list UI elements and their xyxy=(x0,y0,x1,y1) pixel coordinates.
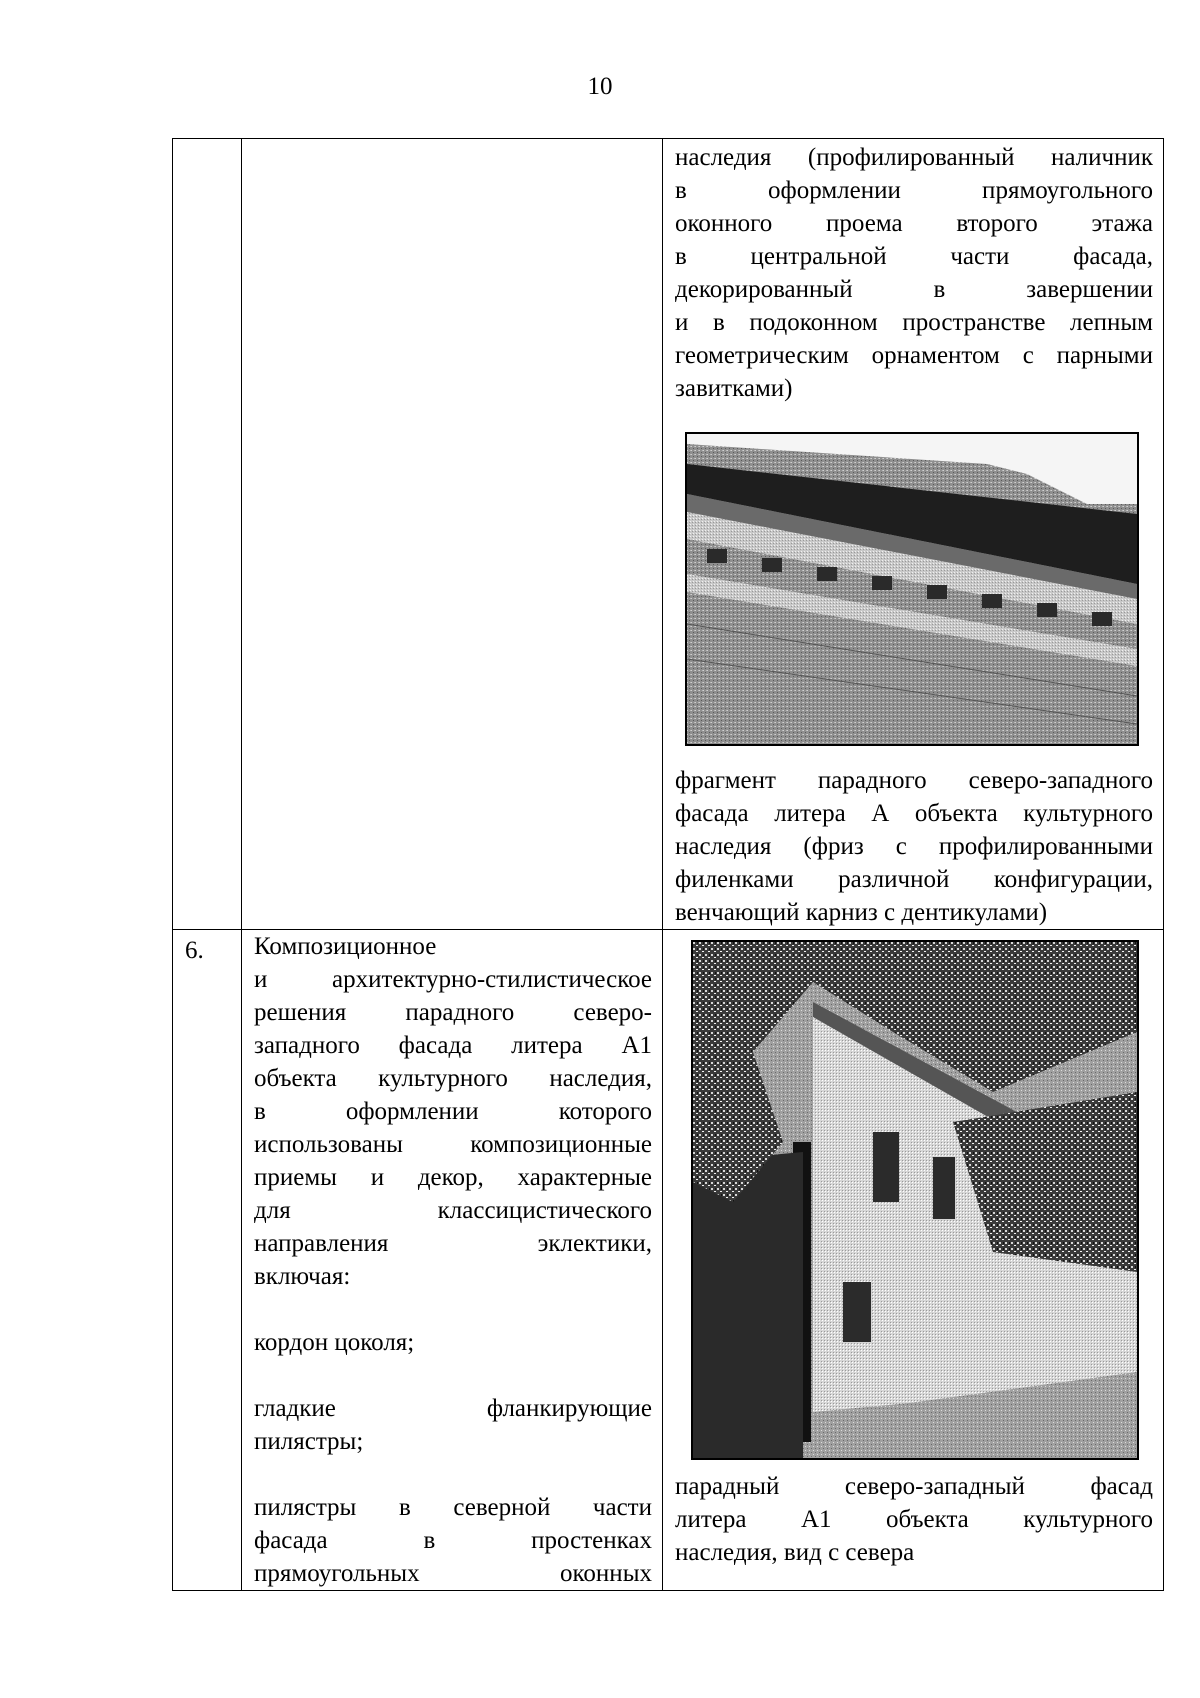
page-number: 10 xyxy=(587,73,613,100)
text-line: филенками различной конфигурации, xyxy=(675,866,1153,893)
text-line: завитками) xyxy=(675,375,793,402)
text-line: парадный северо-западный фасад xyxy=(675,1473,1153,1500)
text-line xyxy=(254,1359,652,1392)
text-line: включая: xyxy=(254,1263,351,1290)
text-line xyxy=(254,1458,652,1491)
text-line: западного фасада литера А1 xyxy=(254,1032,652,1059)
photo-caption xyxy=(663,1468,1163,1569)
element-name-cell xyxy=(242,930,663,1591)
element-description xyxy=(242,930,662,1590)
text-line: пилястры в северной части xyxy=(254,1494,652,1521)
text-line: направления эклектики, xyxy=(254,1230,652,1257)
text-line: декорированный в завершении xyxy=(675,276,1153,303)
photo-caption xyxy=(663,762,1163,929)
text-line: объекта культурного наследия, xyxy=(254,1065,652,1092)
text-line: литера А1 объекта культурного xyxy=(675,1506,1153,1533)
text-line: фрагмент парадного северо-западного xyxy=(675,767,1153,794)
text-line: геометрическим орнаментом с парными xyxy=(675,342,1153,369)
row-number: 6. xyxy=(185,937,204,964)
text-line: пилястры; xyxy=(254,1428,364,1455)
text-line: приемы и декор, характерные xyxy=(254,1164,652,1191)
text-line: в оформлении которого xyxy=(254,1098,652,1125)
photo-description-text xyxy=(663,139,1163,405)
cornice-frieze-photo xyxy=(685,432,1139,746)
table-row xyxy=(173,139,1164,930)
table-row xyxy=(173,930,1164,1591)
text-line: для классицистического xyxy=(254,1197,652,1224)
text-line: прямоугольных оконных xyxy=(254,1560,652,1587)
text-line: оконного проема второго этажа xyxy=(675,210,1153,237)
text-line xyxy=(254,1293,652,1326)
text-line: в центральной части фасада, xyxy=(675,243,1153,270)
photo-cell xyxy=(663,930,1164,1591)
heritage-table xyxy=(172,138,1164,1591)
text-line: решения парадного северо- xyxy=(254,999,652,1026)
text-line: фасада литера А объекта культурного xyxy=(675,800,1153,827)
text-line: и в подоконном пространстве лепным xyxy=(675,309,1153,336)
text-line: использованы композиционные xyxy=(254,1131,652,1158)
text-line: в оформлении прямоугольного xyxy=(675,177,1153,204)
text-line: гладкие фланкирующие xyxy=(254,1395,652,1422)
row-number-cell xyxy=(173,930,242,1591)
photo-cell xyxy=(663,139,1164,930)
row-number-cell xyxy=(173,139,242,930)
text-line: фасада в простенках xyxy=(254,1527,652,1554)
text-line: Композиционное xyxy=(254,933,437,960)
text-line: венчающий карниз с дентикулами) xyxy=(675,899,1048,926)
text-line: наследия (фриз с профилированными xyxy=(675,833,1153,860)
text-line: наследия (профилированный наличник xyxy=(675,144,1153,171)
text-line: кордон цоколя; xyxy=(254,1329,415,1356)
text-line: наследия, вид с севера xyxy=(675,1539,915,1566)
facade-photo xyxy=(691,940,1139,1460)
element-name-cell xyxy=(242,139,663,930)
text-line: и архитектурно-стилистическое xyxy=(254,966,652,993)
